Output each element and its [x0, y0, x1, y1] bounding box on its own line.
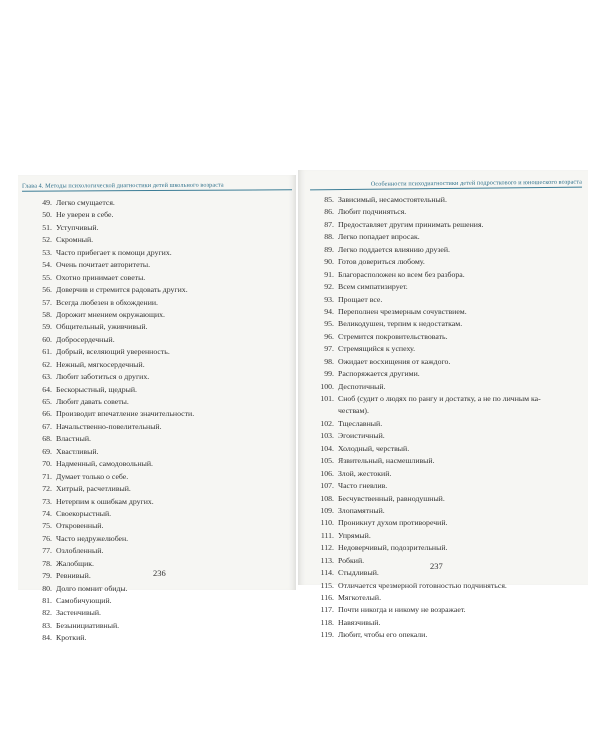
item-text: Прощает все.: [338, 294, 383, 304]
item-number: 112.: [320, 543, 334, 553]
list-item: [314, 318, 584, 330]
item-text: Холодный, черствый.: [338, 443, 410, 453]
item-text: Навязчивый.: [338, 617, 381, 627]
item-text: Язвительный, насмешливый.: [338, 456, 435, 466]
item-number: 62.: [42, 359, 52, 369]
item-text: Злопамятный.: [338, 505, 385, 515]
item-number: 87.: [324, 219, 334, 229]
list-item: [32, 433, 294, 445]
item-number: 116.: [320, 593, 334, 602]
list-item: [32, 483, 294, 495]
item-number: 106.: [320, 468, 334, 478]
item-number: 76.: [42, 533, 52, 543]
item-number: 99.: [324, 369, 334, 379]
left-page: [18, 175, 296, 643]
item-number: 75.: [42, 521, 52, 531]
item-text: Тщеславный.: [338, 418, 383, 428]
list-item: [32, 446, 294, 458]
item-text: Готов довериться любому.: [338, 257, 425, 267]
item-text: Жалобщик.: [56, 558, 94, 568]
item-number: 50.: [42, 210, 52, 220]
item-text: Безынициативный.: [56, 620, 120, 630]
list-item: [314, 294, 584, 306]
item-text: Проникнут духом противоречий.: [338, 518, 448, 528]
item-number: 108.: [320, 493, 334, 503]
item-number: 115.: [320, 580, 334, 590]
item-number: 57.: [42, 297, 52, 307]
item-text: Производит впечатление значительности.: [56, 409, 195, 419]
item-text: Охотно принимает советы.: [56, 272, 146, 282]
list-item: [32, 421, 294, 433]
item-text: Злой, жестокий.: [338, 468, 392, 478]
list-item: [314, 393, 584, 405]
item-number: 94.: [324, 306, 334, 316]
list-item: [32, 384, 294, 396]
item-text: Часто гневлив.: [338, 481, 388, 491]
item-number: 83.: [42, 620, 52, 630]
item-text: Бесчувственный, равнодушный.: [338, 493, 445, 503]
item-number: 55.: [42, 272, 52, 282]
item-number: 60.: [42, 334, 52, 344]
list-item: [314, 343, 584, 355]
list-item: [32, 309, 294, 321]
list-item: [32, 595, 294, 607]
item-number: 104.: [320, 443, 334, 453]
list-item: [32, 334, 294, 346]
list-item: [314, 480, 584, 492]
list-item: [314, 219, 584, 231]
item-text: Думает только о себе.: [56, 471, 129, 481]
item-number: 53.: [42, 247, 52, 257]
item-number: 86.: [324, 207, 334, 217]
item-text: Всем симпатизирует.: [338, 282, 408, 292]
item-text: Нетерпим к ошибкам других.: [56, 496, 154, 506]
list-item: [32, 458, 294, 470]
item-text: Упрямый.: [338, 530, 371, 540]
item-number: 110.: [320, 518, 334, 528]
list-item: [314, 629, 584, 641]
item-text: Любит подчиняться.: [338, 207, 407, 217]
item-number: 114.: [320, 568, 334, 578]
item-number: 63.: [42, 372, 52, 382]
item-number: 102.: [320, 418, 334, 428]
item-number: 59.: [42, 322, 52, 332]
item-number: 118.: [320, 617, 334, 627]
item-text: Хитрый, расчетливый.: [56, 484, 131, 494]
item-text: Сноб (судит о людях по рангу и достатку, а не по личным ка-: [338, 394, 541, 403]
item-text: Скромный.: [56, 235, 94, 245]
item-text: Стыдливый.: [338, 568, 379, 578]
item-text: Деспотичный.: [338, 381, 386, 391]
item-number: 109.: [320, 505, 334, 515]
right-running-head: Особенности психодиагностики детей подросткового и юношеского возраста: [310, 179, 582, 191]
list-item: [32, 545, 294, 557]
list-item: [32, 321, 294, 333]
item-text: Легко поддается влиянию друзей.: [338, 244, 451, 254]
list-item: [32, 259, 294, 271]
item-text: Дорожит мнением окружающих.: [56, 309, 165, 319]
list-item: [32, 222, 294, 234]
item-number: 64.: [42, 384, 52, 394]
item-number: 51.: [42, 222, 52, 232]
item-text: Бескорыстный, щедрый.: [56, 384, 137, 394]
item-text: Добросердечный.: [56, 334, 115, 344]
list-item: [314, 269, 584, 281]
item-number: 65.: [42, 397, 52, 406]
item-text: Начальственно-повелительный.: [56, 421, 162, 431]
list-item: [32, 508, 294, 520]
item-text: Зависимый, несамостоятельный.: [338, 195, 447, 204]
list-item: [314, 194, 584, 206]
item-number: 72.: [42, 484, 52, 494]
item-number: 73.: [42, 496, 52, 506]
left-page-number: 236: [153, 568, 166, 578]
right-page: [298, 170, 588, 640]
right-page-number: 237: [430, 561, 443, 571]
item-text: Своекорыстный.: [56, 508, 112, 518]
item-number: 84.: [42, 633, 52, 643]
item-text: Благорасположен ко всем без разбора.: [338, 269, 465, 279]
list-item: [32, 272, 294, 284]
item-text: Робкий.: [338, 555, 365, 565]
list-item: [314, 443, 584, 455]
list-item: [314, 617, 584, 629]
item-text: Отличается чрезмерной готовностью подчиняться.: [338, 580, 507, 590]
item-text: Властный.: [56, 434, 91, 444]
item-text: Ожидает восхищения от каждого.: [338, 356, 451, 366]
list-item: [32, 346, 294, 358]
list-item: [314, 331, 584, 343]
list-item: [32, 197, 294, 209]
item-text: Кроткий.: [56, 633, 87, 643]
item-number: 66.: [42, 409, 52, 419]
item-number: 61.: [42, 347, 52, 357]
item-number: 105.: [320, 456, 334, 466]
item-text: Долго помнит обиды.: [56, 583, 128, 593]
list-item: [314, 418, 584, 430]
item-number: 74.: [42, 508, 52, 518]
item-text: Нежный, мягкосердечный.: [56, 359, 145, 369]
list-item: [314, 430, 584, 442]
item-text: Эгоистичный.: [338, 431, 385, 441]
list-item: [314, 256, 584, 268]
item-number: 95.: [324, 319, 334, 329]
item-text: Стремящийся к успеху.: [338, 344, 416, 354]
list-item: [32, 359, 294, 371]
item-text: Мягкотелый.: [338, 593, 382, 602]
item-number: 90.: [324, 257, 334, 267]
item-text: Легко попадает впросак.: [338, 232, 420, 242]
list-item: [32, 396, 294, 408]
item-number: 98.: [324, 356, 334, 366]
item-number: 100.: [320, 381, 334, 391]
list-item: [314, 231, 584, 243]
item-text: Общительный, уживчивый.: [56, 322, 148, 332]
list-item: [32, 496, 294, 508]
item-number: 96.: [324, 331, 334, 341]
item-number: 93.: [324, 294, 334, 304]
item-number: 119.: [320, 630, 334, 640]
item-text: Часто недружелюбен.: [56, 533, 129, 543]
item-number: 52.: [42, 235, 52, 245]
list-item: [32, 471, 294, 483]
list-item: [314, 592, 584, 604]
item-number: 85.: [324, 195, 334, 204]
list-item: [314, 468, 584, 480]
item-number: 79.: [42, 571, 52, 581]
item-number: 117.: [320, 605, 334, 615]
item-text: Любит давать советы.: [56, 397, 129, 406]
item-number: 54.: [42, 260, 52, 270]
list-item: [32, 583, 294, 595]
list-item: [314, 281, 584, 293]
item-text: Всегда любезен в обхождении.: [56, 297, 158, 307]
left-running-head: Глава 4. Методы психологической диагностики детей школьного возраста: [22, 181, 292, 191]
item-text: Любит, чтобы его опекали.: [338, 630, 428, 640]
list-item: [32, 234, 294, 246]
list-item: [314, 455, 584, 467]
list-item: [32, 297, 294, 309]
right-item-list: [314, 194, 584, 642]
list-item: [32, 620, 294, 632]
item-number: 101.: [320, 394, 334, 403]
item-number: 91.: [324, 269, 334, 279]
list-item: [314, 555, 584, 567]
item-number: 77.: [42, 546, 52, 556]
item-text: Переполнен чрезмерным сочувствием.: [338, 306, 467, 316]
list-item: [314, 356, 584, 368]
list-item: [314, 530, 584, 542]
list-item: [314, 517, 584, 529]
item-text: Великодушен, терпим к недостаткам.: [338, 319, 463, 329]
item-number: 68.: [42, 434, 52, 444]
list-item: [32, 247, 294, 259]
item-number: 69.: [42, 446, 52, 456]
item-number: 56.: [42, 285, 52, 295]
item-text: Добрый, вселяющий уверенность.: [56, 347, 170, 357]
item-number: 92.: [324, 282, 334, 292]
list-item: [314, 542, 584, 554]
list-item: [314, 505, 584, 517]
item-text: Стремится покровительствовать.: [338, 331, 448, 341]
item-text: Часто прибегает к помощи других.: [56, 247, 172, 257]
item-number: 82.: [42, 608, 52, 618]
item-text: Хвастливый.: [56, 446, 99, 456]
item-text: Почти никогда и никому не возражает.: [338, 605, 466, 615]
list-item: [314, 604, 584, 616]
item-text: чествам).: [338, 406, 369, 416]
list-item: [314, 206, 584, 218]
item-text: Распоряжается другими.: [338, 369, 420, 379]
item-text: Ревнивый.: [56, 571, 91, 581]
list-item: [32, 533, 294, 545]
list-item: [32, 632, 294, 644]
list-item: [314, 493, 584, 505]
item-number: 67.: [42, 421, 52, 431]
item-text: Недоверчивый, подозрительный.: [338, 543, 448, 553]
list-item: [32, 209, 294, 221]
list-item: [314, 580, 584, 592]
item-text: Озлобленный.: [56, 546, 104, 556]
item-text: Предоставляет другим принимать решения.: [338, 219, 484, 229]
list-item: [314, 405, 584, 417]
item-text: Откровенный.: [56, 521, 104, 531]
item-number: 58.: [42, 309, 52, 319]
item-text: Застенчивый.: [56, 608, 102, 618]
list-item: [32, 520, 294, 532]
item-number: 70.: [42, 459, 52, 469]
item-text: Доверчив и стремится радовать других.: [56, 285, 188, 295]
item-text: Не уверен в себе.: [56, 210, 114, 220]
list-item: [32, 408, 294, 420]
list-item: [314, 368, 584, 380]
item-text: Очень почитает авторитеты.: [56, 260, 151, 270]
item-number: 113.: [320, 555, 334, 565]
list-item: [314, 306, 584, 318]
item-number: 88.: [324, 232, 334, 242]
item-text: Легко смущается.: [56, 198, 115, 207]
item-number: 80.: [42, 583, 52, 593]
item-number: 111.: [320, 530, 334, 540]
item-text: Уступчивый.: [56, 222, 99, 232]
list-item: [314, 381, 584, 393]
item-number: 97.: [324, 344, 334, 354]
item-number: 81.: [42, 596, 52, 605]
list-item: [314, 244, 584, 256]
list-item: [314, 567, 584, 579]
item-number: 89.: [324, 244, 334, 254]
item-text: Самобичующий.: [56, 596, 112, 605]
item-text: Любит заботиться о других.: [56, 372, 150, 382]
list-item: [32, 371, 294, 383]
item-number: 71.: [42, 471, 52, 481]
item-text: Надменный, самодовольный.: [56, 459, 154, 469]
item-number: 103.: [320, 431, 334, 441]
item-number: 49.: [42, 198, 52, 207]
item-number: [314, 405, 338, 417]
list-item: [32, 284, 294, 296]
list-item: [32, 607, 294, 619]
item-number: 78.: [42, 558, 52, 568]
item-number: 107.: [320, 481, 334, 491]
